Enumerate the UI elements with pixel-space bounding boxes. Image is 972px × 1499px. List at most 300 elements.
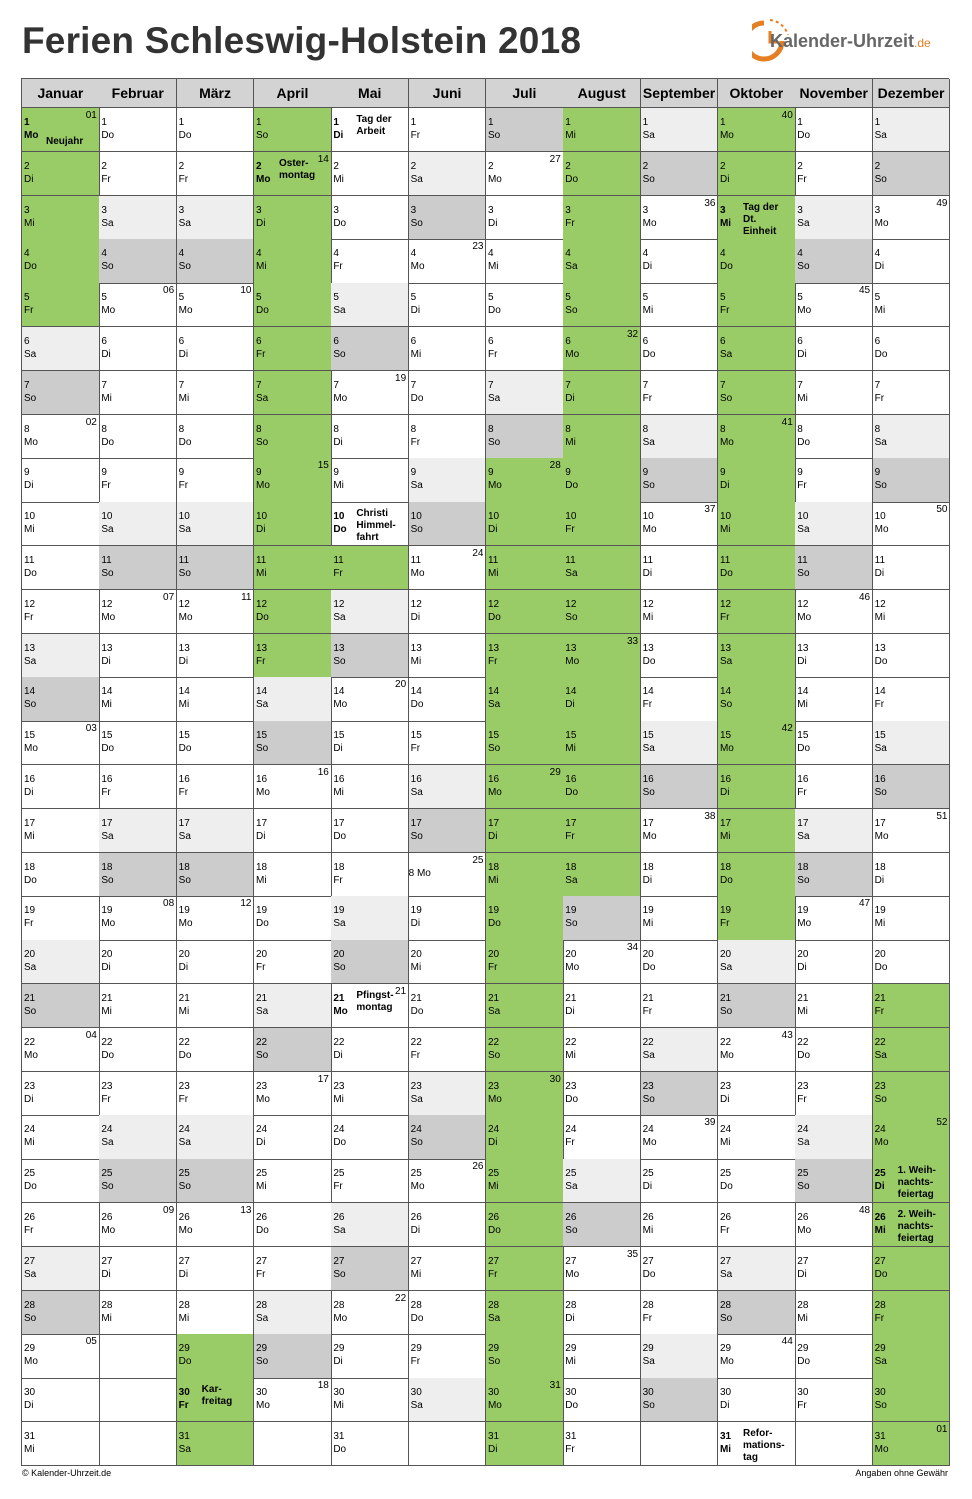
day-cell[interactable]: [718, 721, 796, 765]
day-cell[interactable]: [486, 152, 564, 196]
day-cell[interactable]: [718, 1422, 796, 1466]
day-cell[interactable]: [718, 1028, 796, 1072]
day-cell[interactable]: [254, 1115, 332, 1159]
day-cell[interactable]: [641, 896, 719, 940]
day-cell[interactable]: [795, 1334, 873, 1378]
day-cell[interactable]: [177, 458, 255, 502]
day-cell[interactable]: [99, 853, 177, 897]
day-cell[interactable]: [718, 371, 796, 415]
day-cell[interactable]: [795, 371, 873, 415]
day-cell[interactable]: [331, 371, 409, 415]
day-cell[interactable]: [641, 634, 719, 678]
day-cell[interactable]: [177, 152, 255, 196]
day-cell[interactable]: [795, 677, 873, 721]
day-cell[interactable]: [409, 502, 487, 546]
day-cell[interactable]: [409, 327, 487, 371]
day-cell[interactable]: [718, 415, 796, 459]
day-cell[interactable]: [177, 984, 255, 1028]
day-cell[interactable]: [641, 1115, 719, 1159]
day-cell[interactable]: [486, 590, 564, 634]
day-cell[interactable]: [718, 152, 796, 196]
day-cell[interactable]: [254, 1028, 332, 1072]
day-cell[interactable]: [795, 458, 873, 502]
day-cell[interactable]: [486, 371, 564, 415]
day-cell[interactable]: [254, 1291, 332, 1335]
day-cell[interactable]: [22, 458, 100, 502]
day-cell[interactable]: [795, 940, 873, 984]
day-cell[interactable]: [177, 809, 255, 853]
day-cell[interactable]: [563, 371, 641, 415]
day-cell[interactable]: [795, 239, 873, 283]
day-cell[interactable]: [873, 634, 951, 678]
day-cell[interactable]: [795, 809, 873, 853]
day-cell[interactable]: [873, 853, 951, 897]
day-cell[interactable]: [718, 1203, 796, 1247]
day-cell[interactable]: [99, 721, 177, 765]
day-cell[interactable]: [99, 809, 177, 853]
day-cell[interactable]: [22, 196, 100, 240]
day-cell[interactable]: [177, 590, 255, 634]
day-cell[interactable]: [486, 896, 564, 940]
day-cell[interactable]: [486, 458, 564, 502]
day-cell[interactable]: [331, 853, 409, 897]
day-cell[interactable]: [563, 1247, 641, 1291]
day-cell[interactable]: [331, 1072, 409, 1116]
day-cell[interactable]: [873, 1159, 951, 1203]
day-cell[interactable]: [486, 239, 564, 283]
day-cell[interactable]: [563, 765, 641, 809]
day-cell[interactable]: [563, 1072, 641, 1116]
day-cell[interactable]: [873, 1378, 951, 1422]
day-cell[interactable]: [177, 1203, 255, 1247]
day-cell[interactable]: [177, 1422, 255, 1466]
day-cell[interactable]: [409, 108, 487, 152]
day-cell[interactable]: [486, 546, 564, 590]
day-cell[interactable]: [641, 1159, 719, 1203]
day-cell[interactable]: [873, 502, 951, 546]
day-cell[interactable]: [795, 1072, 873, 1116]
day-cell[interactable]: [795, 502, 873, 546]
day-cell[interactable]: [563, 1378, 641, 1422]
day-cell[interactable]: [873, 940, 951, 984]
day-cell[interactable]: [177, 1247, 255, 1291]
day-cell[interactable]: [563, 502, 641, 546]
day-cell[interactable]: [718, 809, 796, 853]
day-cell[interactable]: [99, 196, 177, 240]
day-cell[interactable]: [718, 1072, 796, 1116]
day-cell[interactable]: [795, 1247, 873, 1291]
day-cell[interactable]: [331, 546, 409, 590]
day-cell[interactable]: [563, 853, 641, 897]
day-cell[interactable]: [718, 1247, 796, 1291]
day-cell[interactable]: [99, 634, 177, 678]
day-cell[interactable]: [99, 458, 177, 502]
day-cell[interactable]: [99, 896, 177, 940]
day-cell[interactable]: [409, 765, 487, 809]
day-cell[interactable]: [718, 502, 796, 546]
day-cell[interactable]: [99, 1159, 177, 1203]
day-cell[interactable]: [331, 1291, 409, 1335]
day-cell[interactable]: [177, 371, 255, 415]
day-cell[interactable]: [99, 940, 177, 984]
day-cell[interactable]: [795, 1378, 873, 1422]
day-cell[interactable]: [254, 283, 332, 327]
day-cell[interactable]: [873, 1072, 951, 1116]
day-cell[interactable]: [254, 590, 332, 634]
day-cell[interactable]: [254, 415, 332, 459]
day-cell[interactable]: [718, 239, 796, 283]
day-cell[interactable]: [22, 809, 100, 853]
day-cell[interactable]: [563, 940, 641, 984]
day-cell[interactable]: [641, 677, 719, 721]
day-cell[interactable]: [22, 502, 100, 546]
day-cell[interactable]: [177, 1028, 255, 1072]
day-cell[interactable]: [331, 1028, 409, 1072]
day-cell[interactable]: [563, 458, 641, 502]
day-cell[interactable]: [177, 196, 255, 240]
day-cell[interactable]: [795, 590, 873, 634]
day-cell[interactable]: [563, 108, 641, 152]
day-cell[interactable]: [177, 940, 255, 984]
day-cell[interactable]: [22, 634, 100, 678]
day-cell[interactable]: [486, 1115, 564, 1159]
day-cell[interactable]: [254, 546, 332, 590]
day-cell[interactable]: [486, 765, 564, 809]
day-cell[interactable]: [873, 108, 951, 152]
day-cell[interactable]: [641, 502, 719, 546]
day-cell[interactable]: [795, 896, 873, 940]
day-cell[interactable]: [641, 1072, 719, 1116]
day-cell[interactable]: [641, 1291, 719, 1335]
day-cell[interactable]: [873, 677, 951, 721]
day-cell[interactable]: [409, 371, 487, 415]
day-cell[interactable]: [718, 765, 796, 809]
day-cell[interactable]: [563, 721, 641, 765]
day-cell[interactable]: [795, 634, 873, 678]
day-cell[interactable]: [563, 677, 641, 721]
day-cell[interactable]: [177, 1115, 255, 1159]
day-cell[interactable]: [331, 108, 409, 152]
day-cell[interactable]: [873, 896, 951, 940]
day-cell[interactable]: [254, 1247, 332, 1291]
day-cell[interactable]: [409, 853, 487, 897]
day-cell[interactable]: [486, 721, 564, 765]
day-cell[interactable]: [563, 984, 641, 1028]
day-cell[interactable]: [22, 984, 100, 1028]
day-cell[interactable]: [331, 809, 409, 853]
day-cell[interactable]: [795, 1028, 873, 1072]
day-cell[interactable]: [331, 1203, 409, 1247]
day-cell[interactable]: [718, 984, 796, 1028]
day-cell[interactable]: [254, 809, 332, 853]
day-cell[interactable]: [795, 721, 873, 765]
day-cell[interactable]: [718, 196, 796, 240]
day-cell[interactable]: [486, 984, 564, 1028]
day-cell[interactable]: [331, 634, 409, 678]
day-cell[interactable]: [486, 108, 564, 152]
day-cell[interactable]: [254, 1334, 332, 1378]
day-cell[interactable]: [563, 415, 641, 459]
day-cell[interactable]: [254, 152, 332, 196]
day-cell[interactable]: [331, 1247, 409, 1291]
day-cell[interactable]: [22, 1378, 100, 1422]
day-cell[interactable]: [641, 327, 719, 371]
day-cell[interactable]: [641, 1247, 719, 1291]
day-cell[interactable]: [563, 239, 641, 283]
day-cell[interactable]: [177, 239, 255, 283]
day-cell[interactable]: [795, 415, 873, 459]
day-cell[interactable]: [177, 283, 255, 327]
day-cell[interactable]: [486, 1072, 564, 1116]
day-cell[interactable]: [254, 984, 332, 1028]
day-cell[interactable]: [409, 415, 487, 459]
day-cell[interactable]: [486, 1203, 564, 1247]
day-cell[interactable]: [873, 196, 951, 240]
day-cell[interactable]: [641, 853, 719, 897]
day-cell[interactable]: [873, 1028, 951, 1072]
day-cell[interactable]: [331, 1378, 409, 1422]
day-cell[interactable]: [486, 283, 564, 327]
day-cell[interactable]: [99, 327, 177, 371]
day-cell[interactable]: [22, 590, 100, 634]
day-cell[interactable]: [22, 853, 100, 897]
day-cell[interactable]: [409, 721, 487, 765]
day-cell[interactable]: [486, 415, 564, 459]
day-cell[interactable]: [873, 283, 951, 327]
day-cell[interactable]: [873, 327, 951, 371]
day-cell[interactable]: [254, 940, 332, 984]
day-cell[interactable]: [177, 415, 255, 459]
day-cell[interactable]: [641, 590, 719, 634]
day-cell[interactable]: [873, 809, 951, 853]
day-cell[interactable]: [99, 546, 177, 590]
day-cell[interactable]: [99, 502, 177, 546]
day-cell[interactable]: [486, 809, 564, 853]
day-cell[interactable]: [873, 1115, 951, 1159]
day-cell[interactable]: [873, 590, 951, 634]
day-cell[interactable]: [641, 152, 719, 196]
day-cell[interactable]: [873, 239, 951, 283]
day-cell[interactable]: [254, 108, 332, 152]
day-cell[interactable]: [177, 1378, 255, 1422]
day-cell[interactable]: [177, 677, 255, 721]
day-cell[interactable]: [254, 634, 332, 678]
day-cell[interactable]: [486, 1378, 564, 1422]
day-cell[interactable]: [331, 1115, 409, 1159]
day-cell[interactable]: [873, 721, 951, 765]
day-cell[interactable]: [873, 1291, 951, 1335]
day-cell[interactable]: [99, 1028, 177, 1072]
day-cell[interactable]: [177, 721, 255, 765]
day-cell[interactable]: [409, 809, 487, 853]
day-cell[interactable]: [22, 327, 100, 371]
day-cell[interactable]: [718, 458, 796, 502]
day-cell[interactable]: [795, 283, 873, 327]
day-cell[interactable]: [331, 765, 409, 809]
day-cell[interactable]: [641, 196, 719, 240]
day-cell[interactable]: [331, 677, 409, 721]
day-cell[interactable]: [641, 765, 719, 809]
day-cell[interactable]: [254, 1072, 332, 1116]
day-cell[interactable]: [409, 239, 487, 283]
day-cell[interactable]: [254, 371, 332, 415]
day-cell[interactable]: [99, 1247, 177, 1291]
day-cell[interactable]: [22, 1334, 100, 1378]
day-cell[interactable]: [409, 940, 487, 984]
day-cell[interactable]: [563, 1334, 641, 1378]
day-cell[interactable]: [177, 1291, 255, 1335]
day-cell[interactable]: [22, 546, 100, 590]
day-cell[interactable]: [795, 1159, 873, 1203]
day-cell[interactable]: [409, 896, 487, 940]
day-cell[interactable]: [409, 1291, 487, 1335]
day-cell[interactable]: [641, 371, 719, 415]
day-cell[interactable]: [795, 327, 873, 371]
day-cell[interactable]: [718, 1334, 796, 1378]
day-cell[interactable]: [563, 546, 641, 590]
day-cell[interactable]: [873, 458, 951, 502]
day-cell[interactable]: [486, 1291, 564, 1335]
day-cell[interactable]: [563, 1203, 641, 1247]
day-cell[interactable]: [409, 196, 487, 240]
day-cell[interactable]: [563, 896, 641, 940]
day-cell[interactable]: [718, 590, 796, 634]
day-cell[interactable]: [177, 634, 255, 678]
day-cell[interactable]: [486, 196, 564, 240]
logo-brand-text[interactable]: [770, 31, 931, 52]
day-cell[interactable]: [99, 1072, 177, 1116]
day-cell[interactable]: [254, 327, 332, 371]
day-cell[interactable]: [22, 1203, 100, 1247]
day-cell[interactable]: [641, 1334, 719, 1378]
day-cell[interactable]: [99, 984, 177, 1028]
day-cell[interactable]: [99, 239, 177, 283]
day-cell[interactable]: [254, 853, 332, 897]
day-cell[interactable]: [22, 283, 100, 327]
day-cell[interactable]: [331, 1159, 409, 1203]
day-cell[interactable]: [331, 940, 409, 984]
day-cell[interactable]: [177, 108, 255, 152]
day-cell[interactable]: [641, 1203, 719, 1247]
day-cell[interactable]: [177, 1334, 255, 1378]
day-cell[interactable]: [563, 634, 641, 678]
day-cell[interactable]: [795, 1115, 873, 1159]
day-cell[interactable]: [99, 283, 177, 327]
day-cell[interactable]: [409, 1247, 487, 1291]
day-cell[interactable]: [486, 1028, 564, 1072]
day-cell[interactable]: [99, 1203, 177, 1247]
day-cell[interactable]: [254, 239, 332, 283]
day-cell[interactable]: [177, 853, 255, 897]
day-cell[interactable]: [873, 765, 951, 809]
day-cell[interactable]: [331, 152, 409, 196]
day-cell[interactable]: [409, 590, 487, 634]
day-cell[interactable]: [99, 371, 177, 415]
day-cell[interactable]: [331, 1422, 409, 1466]
day-cell[interactable]: [254, 677, 332, 721]
day-cell[interactable]: [177, 765, 255, 809]
day-cell[interactable]: [409, 1115, 487, 1159]
day-cell[interactable]: [331, 283, 409, 327]
day-cell[interactable]: [641, 458, 719, 502]
day-cell[interactable]: [718, 853, 796, 897]
day-cell[interactable]: [486, 677, 564, 721]
day-cell[interactable]: [331, 415, 409, 459]
day-cell[interactable]: [563, 1291, 641, 1335]
day-cell[interactable]: [409, 1378, 487, 1422]
day-cell[interactable]: [254, 765, 332, 809]
day-cell[interactable]: [177, 327, 255, 371]
day-cell[interactable]: [22, 239, 100, 283]
day-cell[interactable]: [718, 634, 796, 678]
day-cell[interactable]: [254, 196, 332, 240]
day-cell[interactable]: [99, 1291, 177, 1335]
day-cell[interactable]: [873, 152, 951, 196]
day-cell[interactable]: [254, 1378, 332, 1422]
day-cell[interactable]: [22, 940, 100, 984]
day-cell[interactable]: [795, 546, 873, 590]
day-cell[interactable]: [795, 765, 873, 809]
day-cell[interactable]: [718, 896, 796, 940]
day-cell[interactable]: [409, 546, 487, 590]
day-cell[interactable]: [22, 1422, 100, 1466]
day-cell[interactable]: [795, 196, 873, 240]
day-cell[interactable]: [873, 546, 951, 590]
day-cell[interactable]: [331, 1334, 409, 1378]
day-cell[interactable]: [22, 1247, 100, 1291]
day-cell[interactable]: [22, 1291, 100, 1335]
day-cell[interactable]: [254, 896, 332, 940]
day-cell[interactable]: [409, 984, 487, 1028]
day-cell[interactable]: [718, 546, 796, 590]
day-cell[interactable]: [718, 108, 796, 152]
day-cell[interactable]: [563, 1115, 641, 1159]
day-cell[interactable]: [254, 1159, 332, 1203]
day-cell[interactable]: [409, 677, 487, 721]
day-cell[interactable]: [409, 458, 487, 502]
day-cell[interactable]: [99, 415, 177, 459]
day-cell[interactable]: [641, 546, 719, 590]
day-cell[interactable]: [718, 1159, 796, 1203]
day-cell[interactable]: [254, 1203, 332, 1247]
day-cell[interactable]: [873, 415, 951, 459]
day-cell[interactable]: [718, 1115, 796, 1159]
day-cell[interactable]: [177, 546, 255, 590]
day-cell[interactable]: [641, 1028, 719, 1072]
day-cell[interactable]: [486, 1159, 564, 1203]
day-cell[interactable]: [254, 458, 332, 502]
day-cell[interactable]: [409, 1334, 487, 1378]
day-cell[interactable]: [718, 940, 796, 984]
day-cell[interactable]: [22, 108, 100, 152]
day-cell[interactable]: [22, 415, 100, 459]
day-cell[interactable]: [22, 677, 100, 721]
day-cell[interactable]: [641, 283, 719, 327]
day-cell[interactable]: [22, 721, 100, 765]
day-cell[interactable]: [873, 371, 951, 415]
day-cell[interactable]: [99, 152, 177, 196]
day-cell[interactable]: [563, 590, 641, 634]
day-cell[interactable]: [718, 283, 796, 327]
day-cell[interactable]: [795, 1291, 873, 1335]
day-cell[interactable]: [641, 415, 719, 459]
day-cell[interactable]: [409, 1159, 487, 1203]
day-cell[interactable]: [486, 634, 564, 678]
day-cell[interactable]: [99, 677, 177, 721]
day-cell[interactable]: [22, 1028, 100, 1072]
day-cell[interactable]: [873, 1203, 951, 1247]
day-cell[interactable]: [409, 1072, 487, 1116]
